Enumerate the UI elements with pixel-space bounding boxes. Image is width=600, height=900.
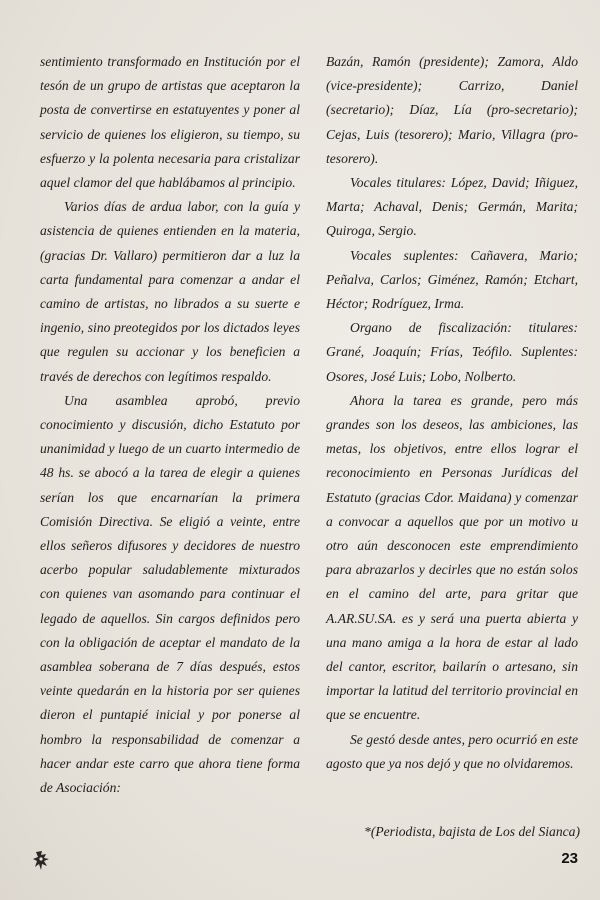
left-column — [40, 50, 300, 800]
author-footnote: *(Periodista, bajista de Los del Sianca) — [364, 824, 580, 839]
right-paragraph-4: Organo de fiscalización: titulares: Grané, Joaquín; Frías, Teófilo. Suplentes: Osores, José Luis; Lobo, Nolberto. — [326, 320, 578, 384]
page-number: 23 — [561, 850, 578, 867]
right-paragraph-1: Bazán, Ramón (presidente); Zamora, Aldo (vice-presidente); Carrizo, Daniel (secretario); Díaz, Lía (pro-secretario); Cejas, Luis (tesorero); Mario, Villagra (pro-tesorero). — [326, 54, 578, 166]
left-paragraph-2: Varios días de ardua labor, con la guía y asistencia de quienes entienden en la materia, (gracias Dr. Vallaro) permitieron dar a luz la carta fundamental para comenzar a andar el camino de artistas, no librados a su suerte e ingenio, sino preotegidos por los dictados leyes que regulen su accionar y los beneficien a través de derechos con legítimos respaldo. — [40, 199, 300, 384]
right-paragraph-6: Se gestó desde antes, pero ocurrió en este agosto que ya nos dejó y que no olvidaremos. — [326, 731, 578, 771]
right-paragraph-3: Vocales suplentes: Cañavera, Mario; Peñalva, Carlos; Giménez, Ramón; Etchart, Héctor; Rodríguez, Irma. — [326, 247, 578, 312]
right-paragraph-5: Ahora la tarea es grande, pero más grandes son los deseos, las ambiciones, las metas, los objetivos, entre ellos lograr el reconocimiento en Personas Jurídicas del Estatuto (gracias Cdor. Maidana) y comenzar a convocar a aquellos que por un motivo u otro aún desconocen este emprendimiento para abrazarlos y decirles que no están solos en el camino del arte, para gritar que A.AR.SU.SA. es y será una puerta abierta y una mano amiga a la hora de estar al lado del cantor, escritor, bailarín o artesano, sin importar la latitud del territorio provincial en que se encuentre. — [326, 392, 578, 723]
folk-emblem-icon — [32, 849, 54, 873]
left-paragraph-3: Una asamblea aprobó, previo conocimiento y discusión, dicho Estatuto por unanimidad y luego de un cuarto intermedio de 48 hs. se abocó a la tarea de elegir a quienes serían los que encarnarían la primera Comisión Directiva. Se eligió a veinte, entre ellos señeros difusores y decidores de nuestro acerbo popular saludablemente mixturados con quienes van asomando para continuar el legado de aquellos. Sin cargos definidos pero con la obligación de aceptar el mandato de la asamblea soberana de 7 días después, estos veinte quedarán en la historia por ser quienes dieron el puntapié inicial y por ponerse al hombro la responsabilidad de comenzar a hacer andar este carro que ahora tiene forma de Asociación: — [40, 392, 300, 796]
left-paragraph-1: sentimiento transformado en Institución por el tesón de un grupo de artistas que aceptaron la posta de convertirse en estatuyentes y poner al servicio de quienes los eligieron, su tiempo, su esfuerzo y la polenta necesaria para cristalizar aquel clamor del que hablábamos al principio. — [40, 54, 300, 191]
right-column — [326, 50, 578, 776]
right-paragraph-2: Vocales titulares: López, David; Iñiguez, Marta; Achaval, Denis; Germán, Marita; Quiroga, Sergio. — [326, 175, 578, 239]
